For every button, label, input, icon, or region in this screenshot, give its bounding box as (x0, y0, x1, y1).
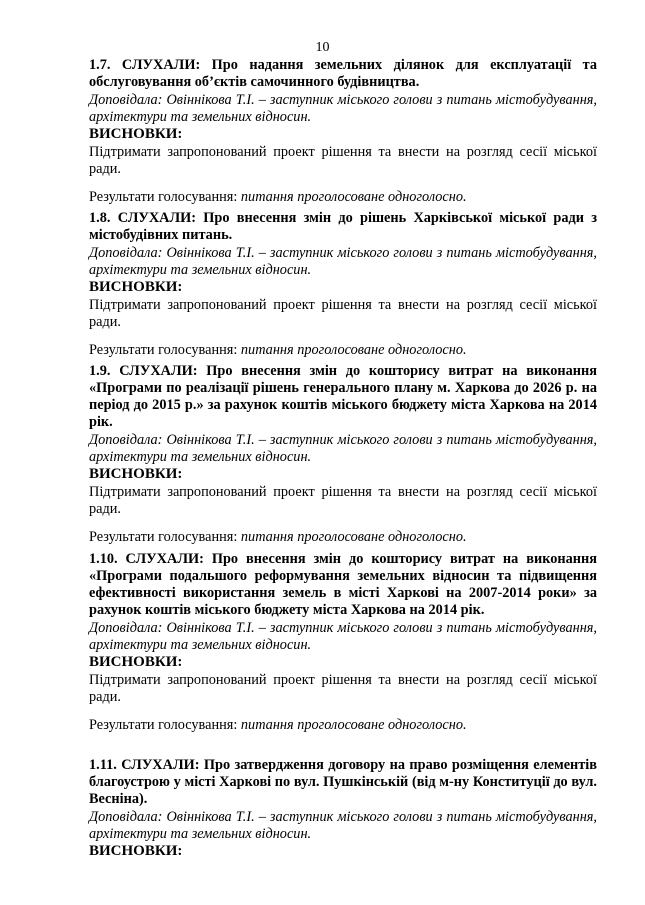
agenda-item-1-8 (89, 210, 597, 359)
vote-result (89, 529, 597, 546)
vote-label: Результати голосування: (89, 189, 238, 205)
speaker-text: Овіннікова Т.І. – заступник міського голови з питань містобудування, архітектури та земельних відносин. (89, 432, 598, 465)
speaker-label: Доповідала: (89, 92, 163, 108)
speaker-text: Овіннікова Т.І. – заступник міського голови з питань містобудування, архітектури та земельних відносин. (89, 809, 598, 842)
item-heading: 1.11. СЛУХАЛИ: Про затвердження договору на право розміщення елементів благоустрою у місті Харкові по вул. Пушкінській (від м-ну Конституції до вул. Весніна). (89, 757, 597, 807)
vote-label: Результати голосування: (89, 342, 238, 358)
item-speaker (89, 809, 597, 843)
speaker-label: Доповідала: (89, 432, 163, 448)
conclusions-heading: ВИСНОВКИ: (89, 654, 183, 670)
page-number: 10 (315, 40, 330, 55)
conclusions-text: Підтримати запропонований проект рішення та внести на розгляд сесії міської ради. (89, 144, 597, 177)
vote-value: питання проголосоване одноголосно. (240, 529, 467, 545)
speaker-text: Овіннікова Т.І. – заступник міського голови з питань містобудування, архітектури та земельних відносин. (89, 620, 598, 653)
conclusions-heading: ВИСНОВКИ: (89, 843, 183, 859)
conclusions-heading: ВИСНОВКИ: (89, 466, 183, 482)
item-speaker (89, 620, 597, 654)
item-speaker (89, 245, 597, 279)
vote-result (89, 717, 597, 734)
agenda-item-1-10 (89, 551, 597, 734)
conclusions-text: Підтримати запропонований проект рішення та внести на розгляд сесії міської ради. (89, 484, 597, 517)
vote-label: Результати голосування: (89, 529, 238, 545)
vote-result (89, 189, 597, 206)
vote-value: питання проголосоване одноголосно. (240, 189, 467, 205)
conclusions-heading: ВИСНОВКИ: (89, 279, 183, 295)
conclusions-heading: ВИСНОВКИ: (89, 126, 183, 142)
item-heading: 1.7. СЛУХАЛИ: Про надання земельних ділянок для експлуатації та обслуговування об’єктів самочинного будівництва. (89, 57, 597, 90)
speaker-label: Доповідала: (89, 620, 163, 636)
item-heading: 1.10. СЛУХАЛИ: Про внесення змін до кошторису витрат на виконання «Програми подальшого реформування земельних відносин та підвищення ефективності використання земель в місті Харкові на 2007-2014 роки» за рахунок коштів міського бюджету міста Харкова на 2014 рік. (89, 551, 597, 618)
vote-value: питання проголосоване одноголосно. (240, 717, 467, 733)
conclusions-text: Підтримати запропонований проект рішення та внести на розгляд сесії міської ради. (89, 297, 597, 330)
item-speaker (89, 92, 597, 126)
speaker-label: Доповідала: (89, 809, 163, 825)
agenda-item-1-9 (89, 363, 597, 546)
conclusions-text: Підтримати запропонований проект рішення та внести на розгляд сесії міської ради. (89, 672, 597, 705)
item-speaker (89, 432, 597, 466)
agenda-item-1-11 (89, 757, 597, 860)
speaker-label: Доповідала: (89, 245, 163, 261)
speaker-text: Овіннікова Т.І. – заступник міського голови з питань містобудування, архітектури та земельних відносин. (89, 92, 598, 125)
agenda-item-1-7 (89, 57, 597, 206)
vote-label: Результати голосування: (89, 717, 238, 733)
vote-result (89, 342, 597, 359)
speaker-text: Овіннікова Т.І. – заступник міського голови з питань містобудування, архітектури та земельних відносин. (89, 245, 598, 278)
item-heading: 1.8. СЛУХАЛИ: Про внесення змін до рішень Харківської міської ради з містобудівних питань. (89, 210, 597, 243)
item-heading: 1.9. СЛУХАЛИ: Про внесення змін до кошторису витрат на виконання «Програми по реалізації рішень генерального плану м. Харкова до 2026 р. на період до 2015 р.» за рахунок коштів міського бюджету міста Харкова на 2014 рік. (89, 363, 597, 430)
vote-value: питання проголосоване одноголосно. (240, 342, 467, 358)
